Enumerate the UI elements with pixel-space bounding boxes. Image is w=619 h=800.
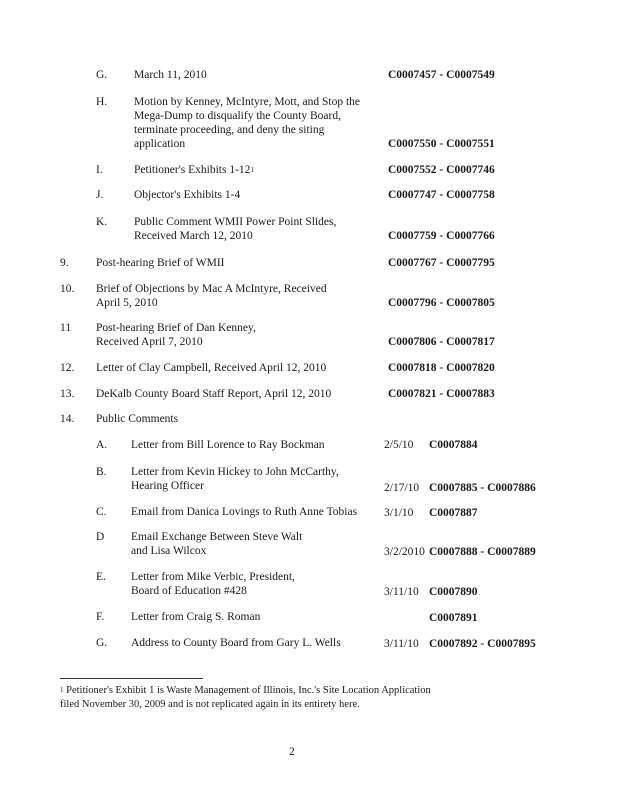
comment-ref: C0007892 - C0007895 — [429, 638, 536, 650]
comment-date: 3/2/2010 — [384, 546, 425, 558]
footnote-text: Petitioner's Exhibit 1 is Waste Management of Illinois, Inc.'s Site Location Application — [66, 685, 431, 696]
comment-text: Address to County Board from Gary L. Wells — [131, 637, 341, 649]
item-text: Objector's Exhibits 1-4 — [134, 189, 241, 201]
item-number: 10. — [60, 283, 75, 295]
comment-date: 3/1/10 — [384, 507, 414, 519]
comment-letter: E. — [96, 571, 106, 583]
item-letter: K. — [96, 216, 108, 228]
item-text: Mega-Dump to disqualify the County Board, — [134, 110, 341, 122]
comment-ref: C0007887 — [429, 507, 478, 519]
comment-ref: C0007891 — [429, 612, 478, 624]
comment-letter: C. — [96, 506, 107, 518]
item-text: terminate proceeding, and deny the siting — [134, 124, 325, 136]
item-number: 14. — [60, 413, 75, 425]
comment-letter: F. — [96, 611, 105, 623]
comment-ref: C0007888 - C0007889 — [429, 546, 536, 558]
item-ref: C0007821 - C0007883 — [388, 388, 495, 400]
item-text: Brief of Objections by Mac A McIntyre, Received — [96, 283, 327, 295]
comment-text: Hearing Officer — [131, 480, 204, 492]
footnote-line: filed November 30, 2009 and is not replicated again in its entirety here. — [60, 699, 360, 710]
comment-date: 2/17/10 — [384, 482, 420, 494]
item-text: Letter of Clay Campbell, Received April 12, 2010 — [96, 362, 327, 374]
comment-date: 2/5/10 — [384, 439, 414, 451]
comment-text: Email from Danica Lovings to Ruth Anne Tobias — [131, 506, 358, 518]
item-ref: C0007457 - C0007549 — [388, 69, 495, 81]
item-text: DeKalb County Board Staff Report, April 12, 2010 — [96, 388, 332, 400]
item-text: April 5, 2010 — [96, 297, 158, 309]
comment-ref: C0007885 - C0007886 — [429, 482, 536, 494]
item-text: Motion by Kenney, McIntyre, Mott, and Stop the — [134, 96, 361, 108]
item-text: Public Comments — [96, 413, 179, 425]
footnote-ref: 1 — [250, 166, 254, 174]
comment-text: Letter from Bill Lorence to Ray Bockman — [131, 439, 325, 451]
item-ref: C0007796 - C0007805 — [388, 297, 495, 309]
footnote-mark: 1 — [60, 686, 64, 694]
item-number: 13. — [60, 388, 75, 400]
item-number: 11 — [60, 322, 72, 334]
item-text: Received March 12, 2010 — [134, 230, 253, 242]
item-number: 12. — [60, 362, 75, 374]
page-number: 2 — [289, 746, 295, 758]
item-ref: C0007747 - C0007758 — [388, 189, 495, 201]
item-ref: C0007806 - C0007817 — [388, 336, 495, 348]
item-text: Public Comment WMII Power Point Slides, — [134, 216, 337, 228]
comment-text: and Lisa Wilcox — [131, 545, 207, 557]
item-text: March 11, 2010 — [134, 69, 207, 81]
item-text: Received April 7, 2010 — [96, 336, 203, 348]
item-text: application — [134, 138, 186, 150]
item-text: Post-hearing Brief of Dan Kenney, — [96, 322, 256, 334]
item-ref: C0007759 - C0007766 — [388, 230, 495, 242]
footnote-rule — [60, 678, 203, 679]
footnote-line — [60, 684, 431, 697]
item-ref: C0007550 - C0007551 — [388, 138, 495, 150]
item-ref: C0007818 - C0007820 — [388, 362, 495, 374]
item-letter: I. — [96, 164, 103, 176]
comment-text: Letter from Kevin Hickey to John McCarthy, — [131, 466, 339, 478]
item-ref: C0007552 - C0007746 — [388, 164, 495, 176]
item-letter: G. — [96, 69, 108, 81]
item-text — [134, 164, 254, 178]
item-letter: H. — [96, 96, 108, 108]
comment-ref: C0007890 — [429, 586, 478, 598]
comment-letter: G. — [96, 637, 108, 649]
comment-text: Board of Education #428 — [131, 585, 247, 597]
item-letter: J. — [96, 189, 104, 201]
comment-text: Letter from Craig S. Roman — [131, 611, 261, 623]
comment-ref: C0007884 — [429, 439, 478, 451]
item-text: Post-hearing Brief of WMII — [96, 257, 225, 269]
comment-letter: A. — [96, 439, 108, 451]
comment-text: Email Exchange Between Steve Walt — [131, 531, 303, 543]
comment-text: Letter from Mike Verbic, President, — [131, 571, 295, 583]
item-text-main: Petitioner's Exhibits 1-12 — [134, 164, 251, 176]
comment-letter: B. — [96, 466, 107, 478]
comment-date: 3/11/10 — [384, 638, 419, 650]
comment-date: 3/11/10 — [384, 586, 419, 598]
comment-letter: D — [96, 531, 105, 543]
item-ref: C0007767 - C0007795 — [388, 257, 495, 269]
item-number: 9. — [60, 257, 69, 269]
